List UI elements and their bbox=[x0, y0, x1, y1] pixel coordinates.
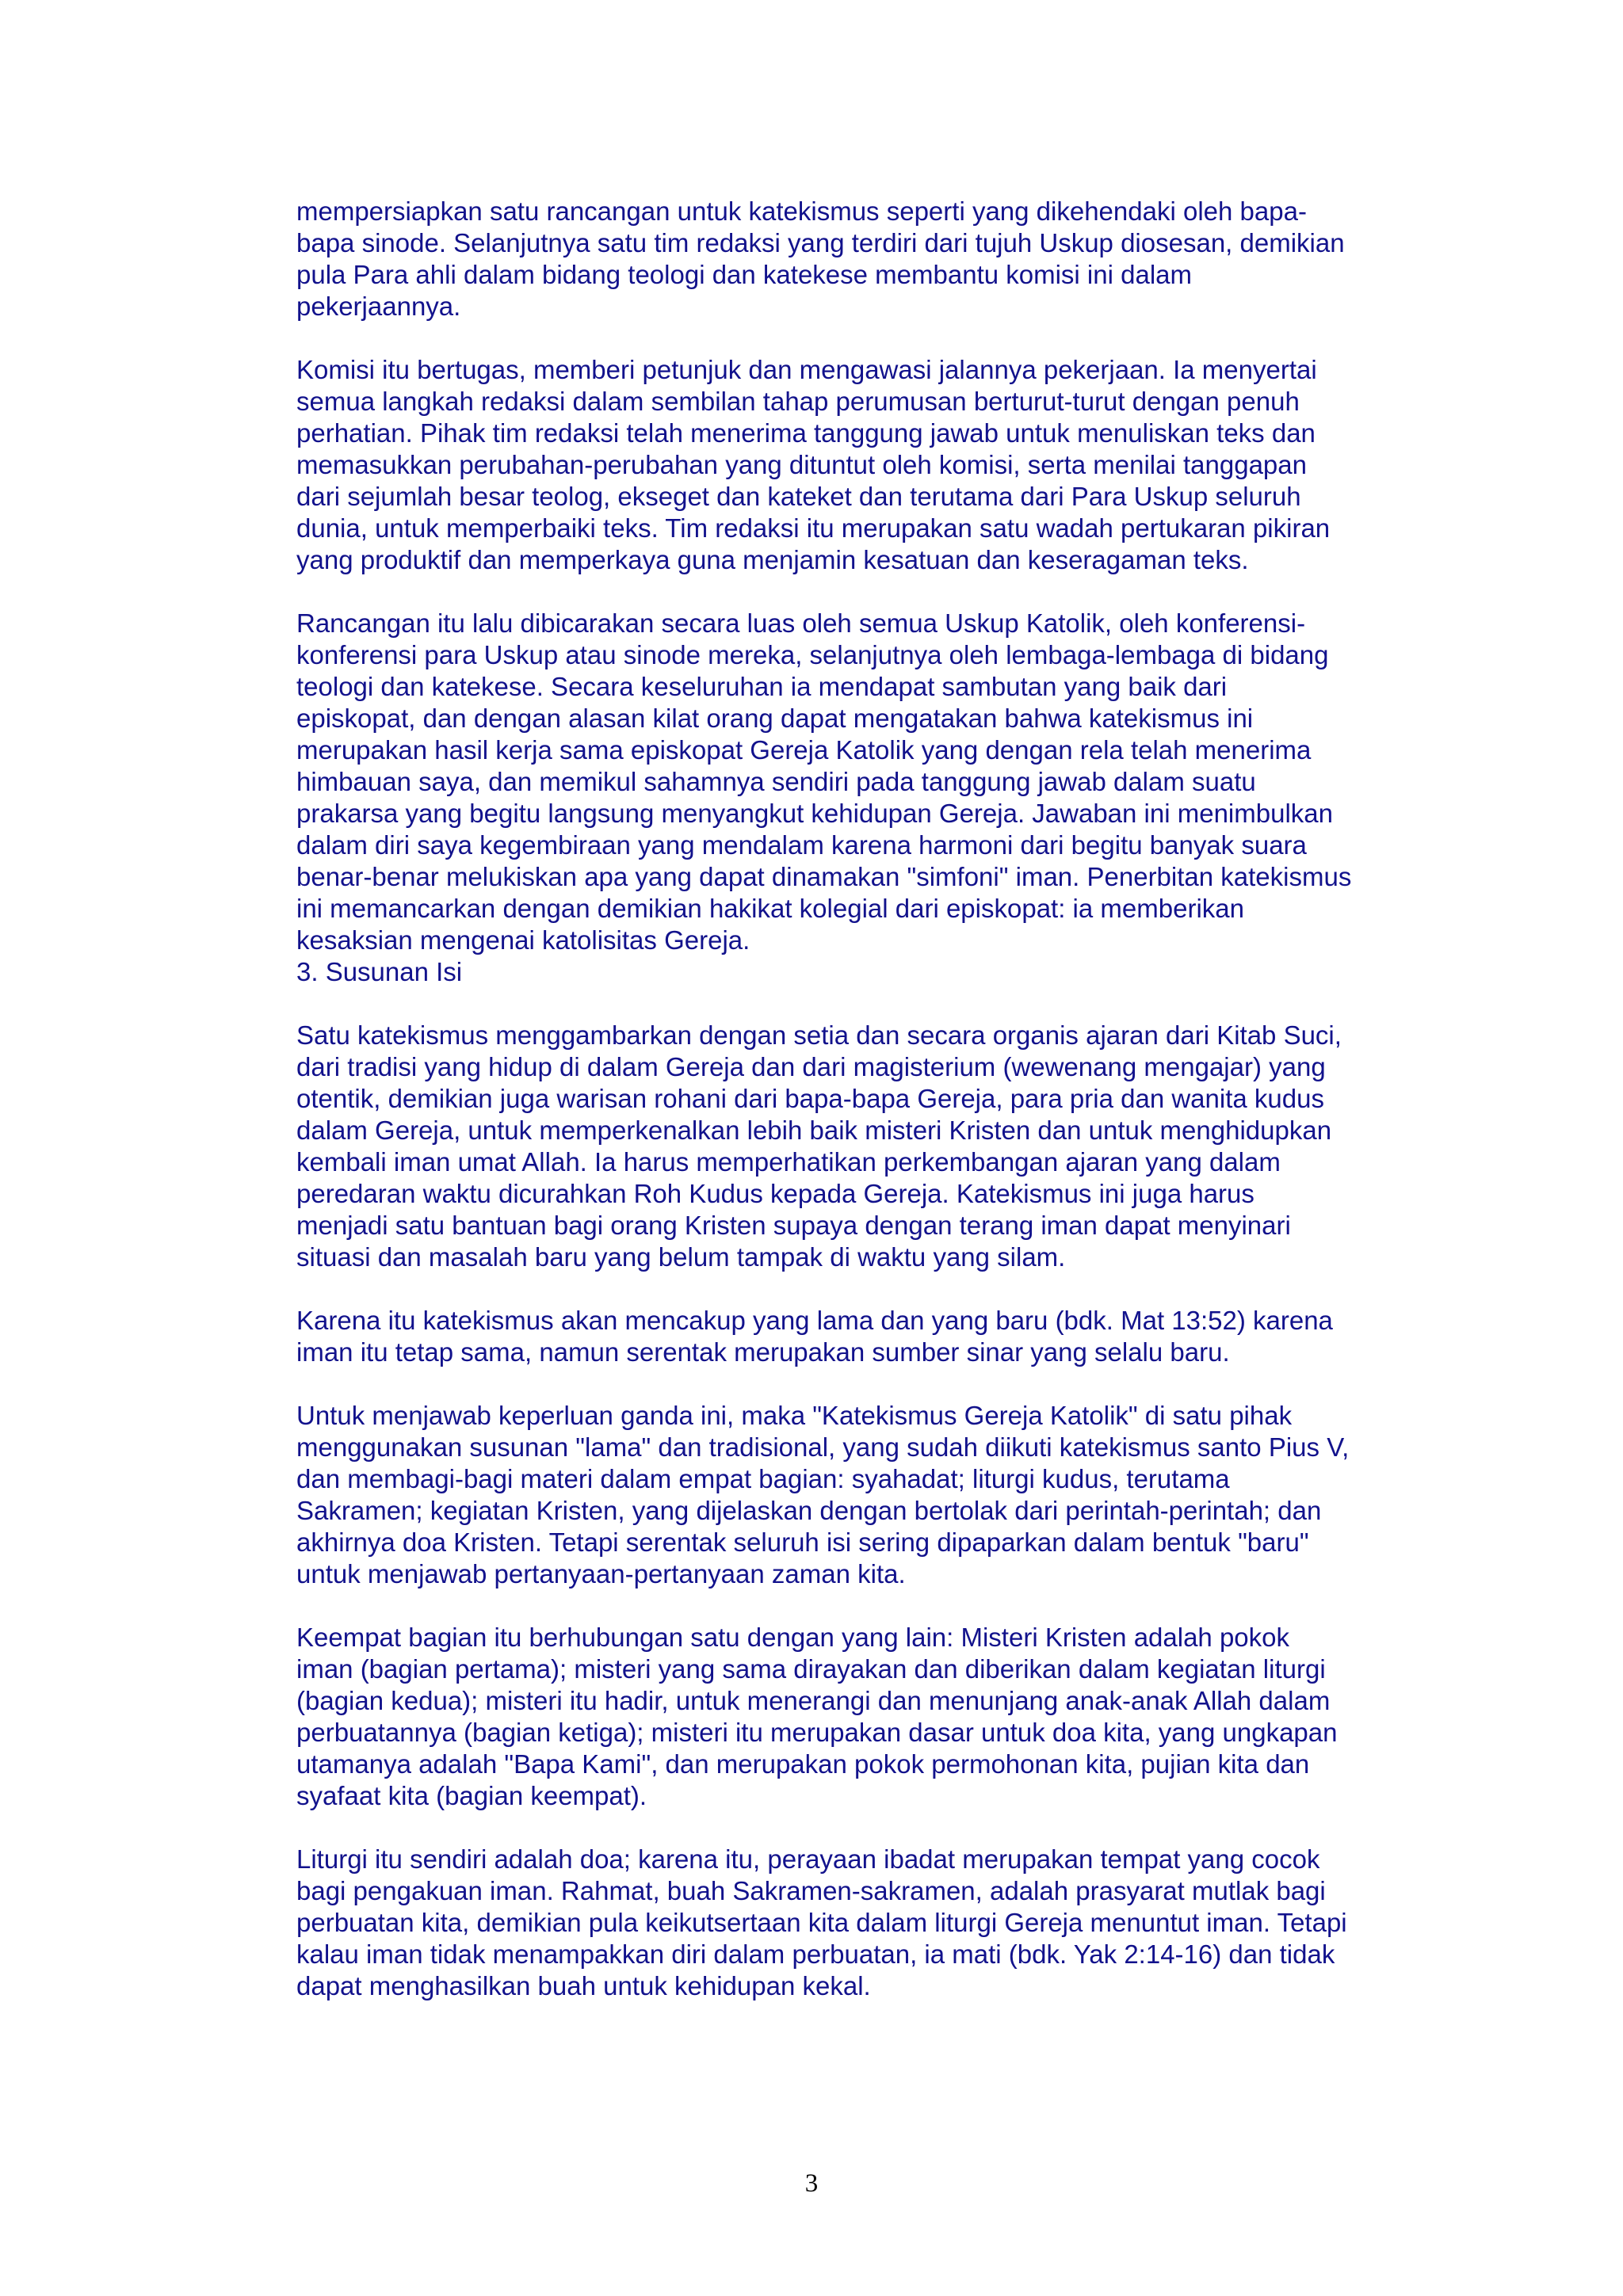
paragraph: Keempat bagian itu berhubungan satu dengan yang lain: Misteri Kristen adalah pokok iman (bagian pertama); misteri yang sama dirayakan dan diberikan dalam kegiatan liturgi (bagian kedua); misteri itu hadir, untuk menerangi dan menunjang anak-anak Allah dalam perbuatannya (bagian ketiga); misteri itu merupakan dasar untuk doa kita, yang ungkapan utamanya adalah "Bapa Kami", dan merupakan pokok permohonan kita, pujian kita dan syafaat kita (bagian keempat). bbox=[296, 1623, 1338, 1810]
paragraph: Liturgi itu sendiri adalah doa; karena itu, perayaan ibadat merupakan tempat yang cocok bagi pengakuan iman. Rahmat, buah Sakramen-sakramen, adalah prasyarat mutlak bagi perbuatan kita, demikian pula keikutsertaan kita dalam liturgi Gereja menuntut iman. Tetapi kalau iman tidak menampakkan diri dalam perbuatan, ia mati (bdk. Yak 2:14-16) dan tidak dapat menghasilkan buah untuk kehidupan kekal. bbox=[296, 1844, 1347, 2000]
paragraph: Karena itu katekismus akan mencakup yang lama dan yang baru (bdk. Mat 13:52) karena iman itu tetap sama, namun serentak merupakan sumber sinar yang selalu baru. bbox=[296, 1306, 1333, 1367]
paragraph: mempersiapkan satu rancangan untuk katekismus seperti yang dikehendaki oleh bapa- bapa sinode. Selanjutnya satu tim redaksi yang terdiri dari tujuh Uskup diosesan, demikian pula Para ahli dalam bidang teologi dan katekese membantu komisi ini dalam pekerjaannya. bbox=[296, 196, 1345, 321]
paragraph: Komisi itu bertugas, memberi petunjuk dan mengawasi jalannya pekerjaan. Ia menyertai semua langkah redaksi dalam sembilan tahap perumusan berturut-turut dengan penuh perhatian. Pihak tim redaksi telah menerima tanggung jawab untuk menuliskan teks dan memasukkan perubahan-perubahan yang dituntut oleh komisi, serta menilai tanggapan dari sejumlah besar teolog, ekseget dan kateket dan terutama dari Para Uskup seluruh dunia, untuk memperbaiki teks. Tim redaksi itu merupakan satu wadah pertukaran pikiran yang produktif dan memperkaya guna menjamin kesatuan dan keseragaman teks. bbox=[296, 355, 1331, 574]
section-heading: 3. Susunan Isi bbox=[296, 957, 463, 986]
page-number: 3 bbox=[804, 2169, 819, 2198]
paragraph: Untuk menjawab keperluan ganda ini, maka "Katekismus Gereja Katolik" di satu pihak menggunakan susunan "lama" dan tradisional, yang sudah diikuti katekismus santo Pius V, dan membagi-bagi materi dalam empat bagian: syahadat; liturgi kudus, terutama Sakramen; kegiatan Kristen, yang dijelaskan dengan bertolak dari perintah-perintah; dan akhirnya doa Kristen. Tetapi serentak seluruh isi sering dipaparkan dalam bentuk "baru" untuk menjawab pertanyaan-pertanyaan zaman kita. bbox=[296, 1401, 1350, 1589]
paragraph: Rancangan itu lalu dibicarakan secara luas oleh semua Uskup Katolik, oleh konferensi- konferensi para Uskup atau sinode mereka, selanjutnya oleh lembaga-lembaga di bidang teologi dan katekese. Secara keseluruhan ia mendapat sambutan yang baik dari episkopat, dan dengan alasan kilat orang dapat mengatakan bahwa katekismus ini merupakan hasil kerja sama episkopat Gereja Katolik yang dengan rela telah menerima himbauan saya, dan memikul sahamnya sendiri pada tanggung jawab dalam suatu prakarsa yang begitu langsung menyangkut kehidupan Gereja. Jawaban ini menimbulkan dalam diri saya kegembiraan yang mendalam karena harmoni dari begitu banyak suara benar-benar melukiskan apa yang dapat dinamakan "simfoni" iman. Penerbitan katekismus ini memancarkan dengan demikian hakikat kolegial dari episkopat: ia memberikan kesaksian mengenai katolisitas Gereja. bbox=[296, 608, 1352, 955]
paragraph: Satu katekismus menggambarkan dengan setia dan secara organis ajaran dari Kitab Suci, dari tradisi yang hidup di dalam Gereja dan dari magisterium (wewenang mengajar) yang otentik, demikian juga warisan rohani dari bapa-bapa Gereja, para pria dan wanita kudus dalam Gereja, untuk memperkenalkan lebih baik misteri Kristen dan untuk menghidupkan kembali iman umat Allah. Ia harus memperhatikan perkembangan ajaran yang dalam peredaran waktu dicurahkan Roh Kudus kepada Gereja. Katekismus ini juga harus menjadi satu bantuan bagi orang Kristen supaya dengan terang iman dapat menyinari situasi dan masalah baru yang belum tampak di waktu yang silam. bbox=[296, 1020, 1342, 1272]
page-content bbox=[296, 196, 1422, 2002]
